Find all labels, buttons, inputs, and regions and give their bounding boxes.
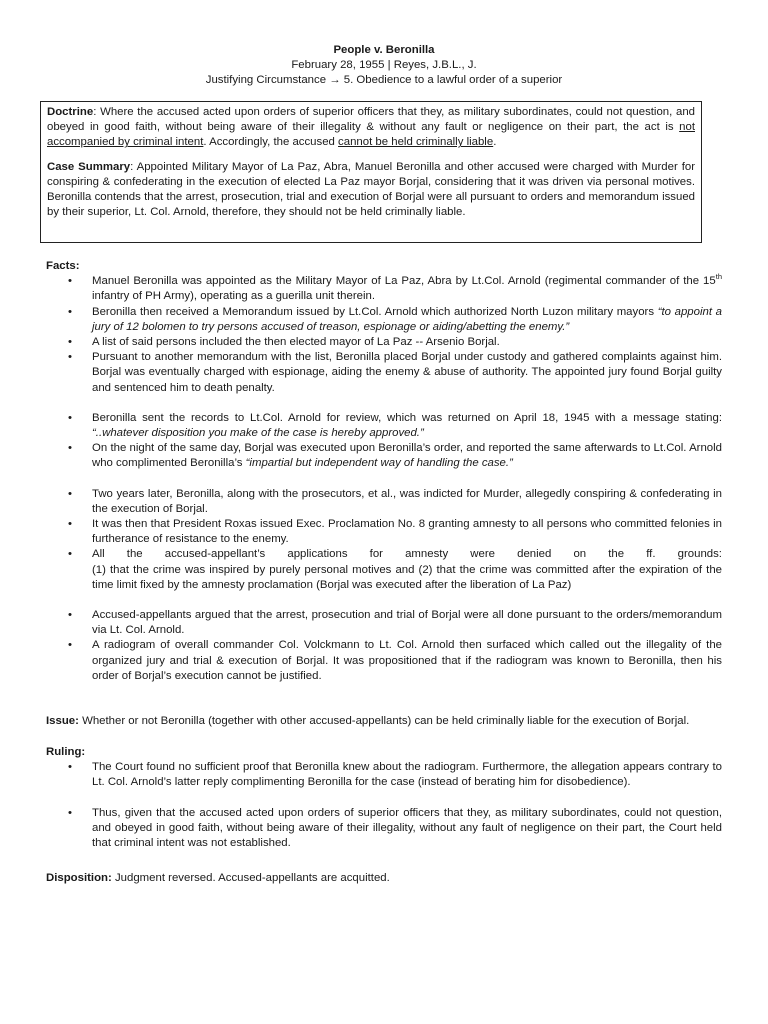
fact-item <box>46 608 722 638</box>
ruling-label: Ruling: <box>46 746 86 758</box>
fact-word: amnesty <box>405 548 449 561</box>
fact-text: On the night of the same day, Borjal was executed upon Beronilla’s order, and reported the same afterwards to Lt.Col. Arnold who complimented Beronilla’s <box>92 442 722 470</box>
fact-word: grounds: <box>677 548 722 561</box>
fact-text: Two years later, Beronilla, along with the prosecutors, et al., was indicted for Murder, allegedly conspiring & confederating in the execution of Borjal. <box>92 487 722 515</box>
fact-item <box>46 487 722 517</box>
fact-spread-line <box>92 547 722 562</box>
fact-quote: “to appoint a jury of 12 bolomen to try persons accused of treason, espionage or aiding/abetting the enemy.” <box>92 305 722 333</box>
fact-text: Manuel Beronilla was appointed as the Military Mayor of La Paz, Abra by Lt.Col. Arnold (regimental commander of the 15 <box>92 275 716 288</box>
facts-label: Facts: <box>46 260 80 272</box>
fact-text: Beronilla then received a Memorandum issued by Lt.Col. Arnold which authorized North Luzon military mayors <box>92 305 658 318</box>
fact-word: denied <box>517 548 552 561</box>
doctrine-text-3: . <box>493 136 497 149</box>
facts-list <box>46 274 722 684</box>
case-summary-label: Case Summary <box>47 160 131 173</box>
fact-item <box>46 305 722 335</box>
disposition-text: Judgment reversed. Accused-appellants are acquitted. <box>111 872 390 884</box>
fact-item <box>46 441 722 471</box>
fact-word: the <box>608 548 625 561</box>
fact-item <box>46 274 722 304</box>
issue-label: Issue: <box>46 715 79 727</box>
case-date-line: February 28, 1955 | Reyes, J.B.L., J. <box>291 59 477 72</box>
fact-word: were <box>470 548 495 561</box>
issue-section <box>46 714 722 729</box>
fact-item <box>46 638 722 684</box>
fact-quote: “impartial but independent way of handling the case.” <box>245 457 513 470</box>
fact-text: It was then that President Roxas issued Exec. Proclamation No. 8 granting amnesty to all persons who committed felonies in furtherance of resistance to the enemy. <box>92 518 722 546</box>
ruling-text: Thus, given that the accused acted upon orders of superior officers that they, as military subordinates, could not question, and obeyed in good faith, without being aware of their illegality, without any fault of negligence on their part, the Court held that criminal intent was not established. <box>92 806 722 850</box>
fact-superscript: th <box>715 272 722 282</box>
fact-item <box>46 547 722 593</box>
fact-text: Pursuant to another memorandum with the list, Beronilla placed Borjal under custody and gathered complaints against him. Borjal was eventually charged with espionage, aiding the enemy & abuse of authority. The appointed jury found Borjal guilty and sentenced him to death penalty. <box>92 351 722 394</box>
fact-item <box>46 411 722 441</box>
doctrine-underline-liability: cannot be held criminally liable <box>338 136 494 149</box>
fact-word: accused-appellant’s <box>164 548 266 561</box>
fact-text: A radiogram of overall commander Col. Volckmann to Lt. Col. Arnold then surfaced which called out the illegality of the organized jury and trial & execution of Borjal. It was propositioned that if the radiogram was known to Beronilla, then his order of Borjal’s execution cannot be justified. <box>92 639 722 682</box>
fact-text: Accused-appellants argued that the arrest, prosecution and trial of Borjal were all done pursuant to the orders/memorandum via Lt. Col. Arnold. <box>92 609 722 637</box>
fact-word: on <box>573 548 587 561</box>
fact-word: ff. <box>646 548 656 561</box>
fact-text: Beronilla sent the records to Lt.Col. Arnold for review, which was returned on April 18, 1945 with a message stating: <box>92 411 722 424</box>
doctrine-label: Doctrine <box>47 106 94 118</box>
doctrine-text: : Where the accused acted upon orders of superior officers that they, as military subordinates, could not question, and obeyed in good faith, without being aware of their illegality & without any fault or negligence on their part, the act is <box>47 106 695 134</box>
fact-item <box>46 517 722 547</box>
fact-word: the <box>126 548 143 561</box>
fact-word: for <box>369 548 383 561</box>
fact-item <box>46 350 722 396</box>
facts-section <box>46 259 722 684</box>
case-summary-text: : Appointed Military Mayor of La Paz, Abra, Manuel Beronilla and other accused were charged with Murder for conspiring & confederating in the execution of elected La Paz mayor Borjal, considering that it was driven via personal motives. Beronilla contends that the arrest, prosecution, trial and execution of Borjal were all pursuant to orders and memorandum issued by their superior, Lt. Col. Arnold, therefore, they should not be held criminally liable. <box>47 160 696 219</box>
fact-text: infantry of PH Army), operating as a guerilla unit therein. <box>92 290 376 303</box>
fact-word: • All <box>92 548 105 561</box>
summary-box <box>40 101 702 243</box>
ruling-section <box>46 745 722 851</box>
case-summary-paragraph <box>47 160 695 221</box>
fact-text: A list of said persons included the then elected mayor of La Paz -- Arsenio Borjal. <box>92 336 500 349</box>
fact-text: (1) that the crime was inspired by purely personal motives and (2) that the crime was committed after the expiration of the time limit fixed by the amnesty proclamation (Borjal was executed after the liberation of La Paz) <box>92 563 722 591</box>
ruling-item <box>46 806 722 852</box>
case-topic-line: Justifying Circumstance → 5. Obedience to a lawful order of a superior <box>205 74 563 87</box>
fact-quote: “..whatever disposition you make of the case is hereby approved.” <box>92 427 424 440</box>
ruling-list <box>46 760 722 851</box>
issue-text: Whether or not Beronilla (together with other accused-appellants) can be held criminally liable for the execution of Borjal. <box>78 715 690 727</box>
case-header <box>0 43 768 89</box>
doctrine-paragraph <box>47 105 695 151</box>
ruling-item <box>46 760 722 790</box>
fact-item <box>46 335 722 350</box>
case-title: People v. Beronilla <box>333 44 435 56</box>
doctrine-underline-intent: not accompanied by criminal intent <box>47 121 695 149</box>
fact-word: applications <box>287 548 348 561</box>
ruling-text: The Court found no sufficient proof that Beronilla knew about the radiogram. Furthermore, the allegation appears contrary to Lt. Col. Arnold’s latter reply complimenting Beronilla for the case (instead of berating him for disobedience). <box>92 761 722 789</box>
disposition-label: Disposition: <box>46 872 112 884</box>
disposition-section <box>46 871 722 886</box>
doctrine-text-2: . Accordingly, the accused <box>203 136 339 149</box>
